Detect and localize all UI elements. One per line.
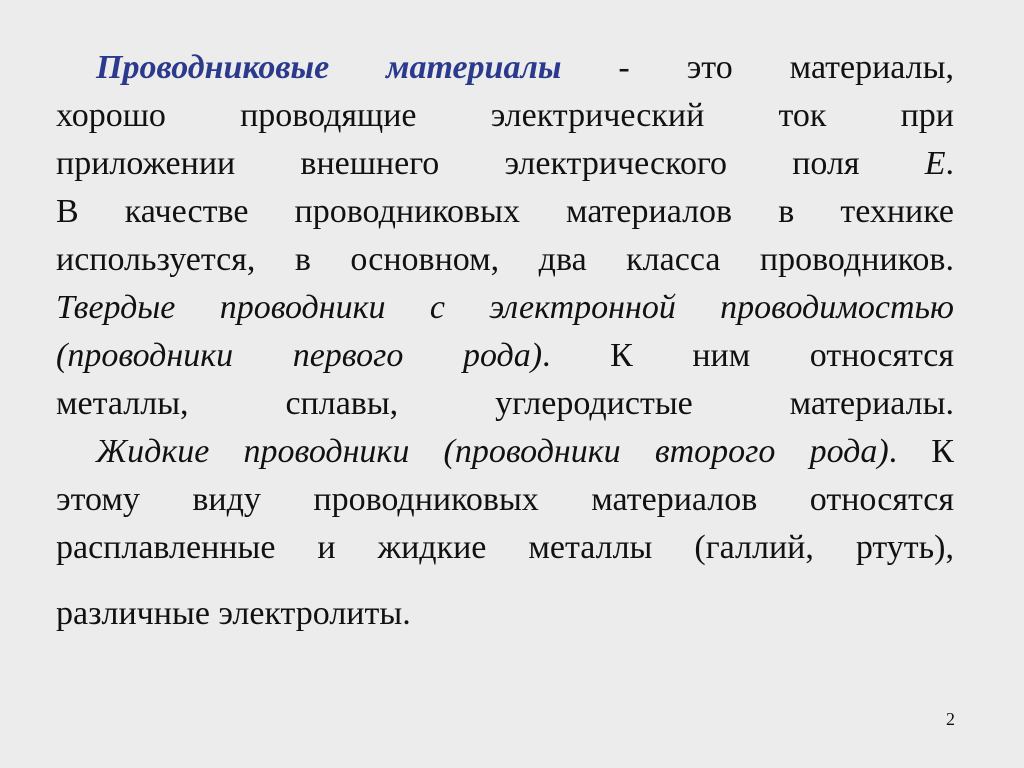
first-kind-conductors-heading: Твердые проводники с электронной проводимостью [56,289,954,326]
period: . [945,145,954,182]
paragraph-1-line-1 [96,44,954,92]
definition-text-end: приложении внешнего электрического поля [56,145,925,182]
second-kind-continuation: . К [888,433,954,470]
field-symbol: E [924,145,946,182]
first-kind-examples: металлы, сплавы, углеродистые материалы. [56,385,954,422]
paragraph-3-line-3: расплавленные и жидкие металлы (галлий, ртуть), [56,529,954,566]
paragraph-2-line-4 [56,332,954,380]
paragraph-1-line-3 [56,140,954,188]
term-conductive-materials: Проводниковые материалы [96,49,562,86]
paragraph-3-line-1 [96,428,954,476]
paragraph-2-line-1: В качестве проводниковых материалов в технике [56,193,954,230]
first-kind-label: (проводники первого рода) [56,337,543,374]
first-kind-continuation: . К ним относятся [542,337,954,374]
paragraph-2-line-2: используется, в основном, два класса проводников. [56,241,954,278]
paragraph-3-line-4: различные электролиты. [56,595,411,632]
paragraph-1-line-2: хорошо проводящие электрический ток при [56,97,954,134]
definition-text: - это материалы, [561,49,954,86]
paragraph-3-line-2: этому виду проводниковых материалов относятся [56,481,954,518]
second-kind-conductors-heading: Жидкие проводники (проводники второго рода) [96,433,889,470]
page-number: 2 [946,709,955,729]
